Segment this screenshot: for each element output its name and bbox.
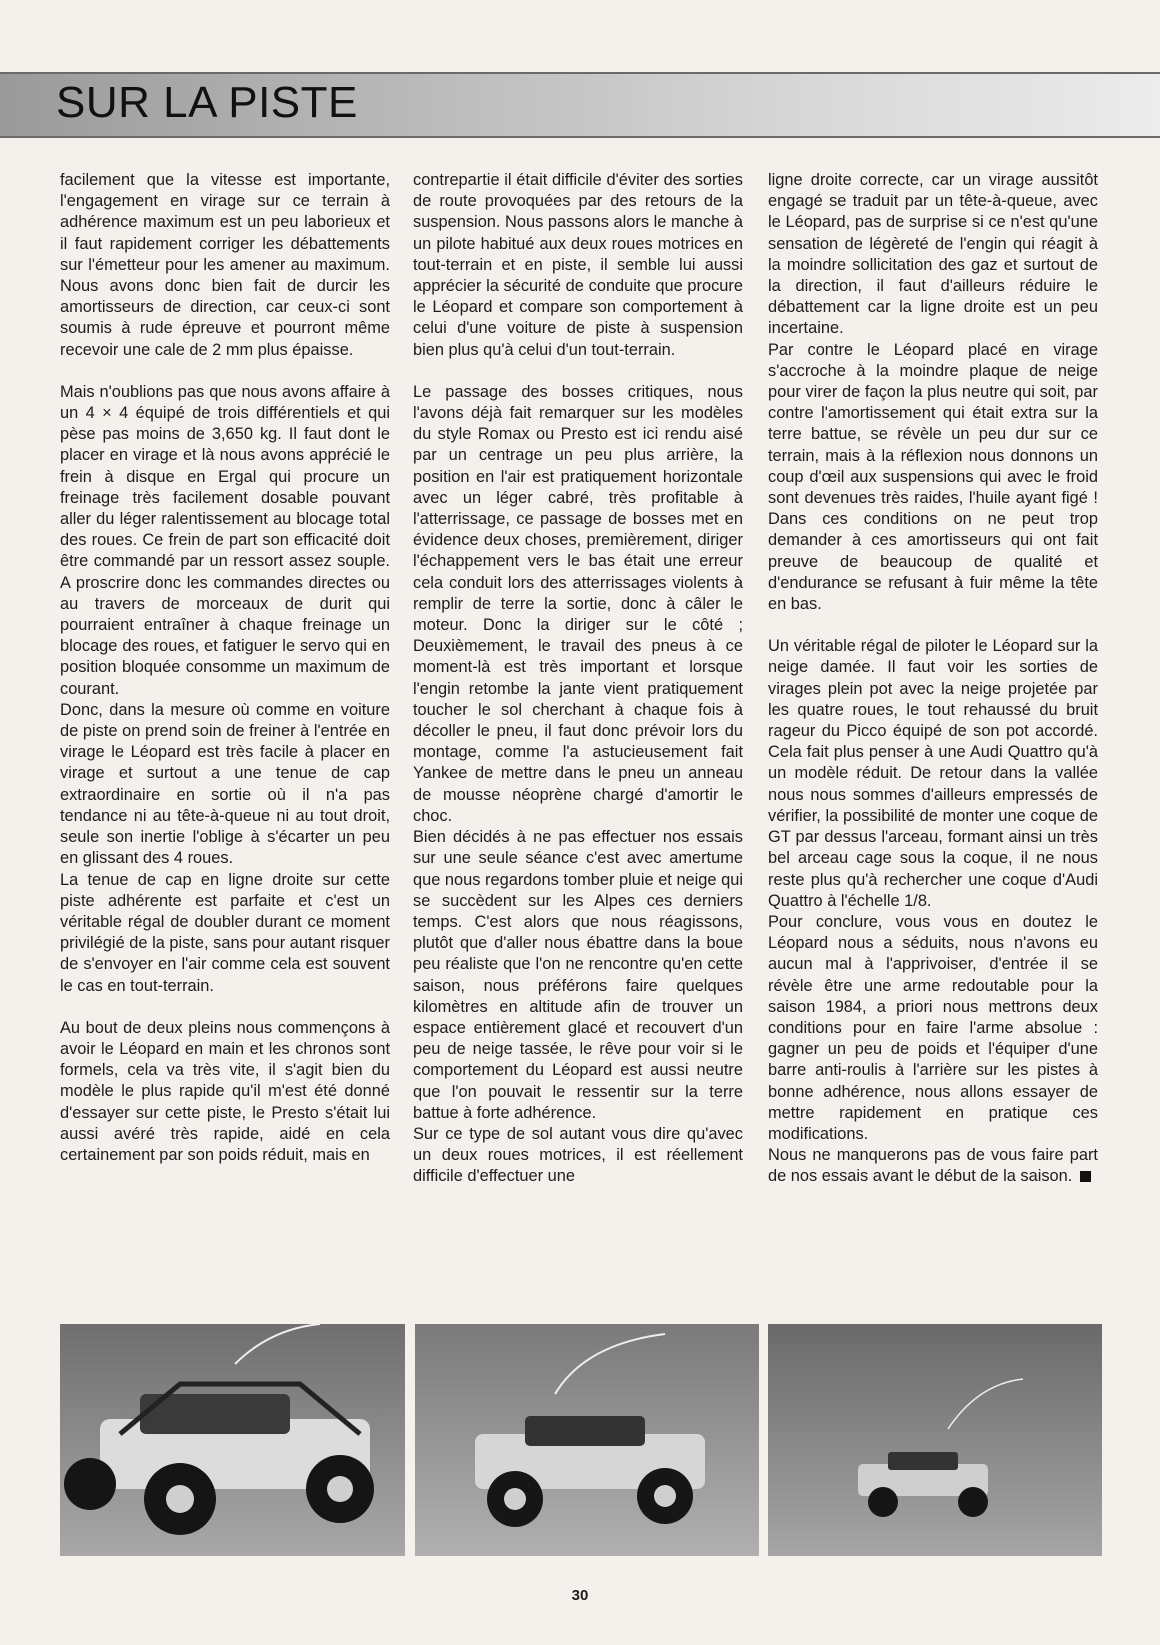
- paragraph-text: Nous ne manquerons pas de vous faire part de nos essais avant le début de la saison.: [768, 1146, 1098, 1186]
- page-number: 30: [571, 1587, 589, 1604]
- paragraph: Bien décidés à ne pas effectuer nos essais sur une seule séance c'est avec amertume que nous regardons tomber pluie et neige qui se succèdent sur les Alpes ces derniers temps. C'est alors que nous réagissons, plutôt que d'aller nous ébattre dans la boue peu réaliste que l'on ne rencontre qu'en cette saison, nous préférons faire quelques kilomètres en altitude afin de trouver un espace entièrement glacé et recouvert d'un peu de neige tassée, le rêve pour voir si le comportement du Léopard est aussi neutre que l'on pouvait le ressentir sur la terre battue à forte adhérence.: [413, 828, 743, 1122]
- photo-buggy-closeup: [60, 1324, 405, 1556]
- text-column-2: [413, 170, 743, 1188]
- end-of-article-mark: [1080, 1171, 1091, 1182]
- paragraph: Donc, dans la mesure où comme en voiture de piste on prend soin de freiner à l'entrée en virage le Léopard est très facile à placer en virage et surtout a une tenue de cap extraordinaire en sortie où il n'a pas tendance ni au tête-à-queue ni au tout droit, seule son inertie l'oblige à s'écarter un peu en glissant des 4 roues.: [60, 700, 390, 868]
- text-column-1: [60, 170, 390, 1166]
- paragraph: Sur ce type de sol autant vous dire qu'avec un deux roues motrices, il est réellement difficile d'effectuer une: [413, 1124, 743, 1186]
- paragraph: Un véritable régal de piloter le Léopard sur la neige damée. Il faut voir les sorties de virages plein pot avec la neige projetée par les quatre roues, le tout rehaussé du bruit rageur du Picco équipé de son pot accordé. Cela fait plus penser à une Audi Quattro qu'à un modèle réduit. De retour dans la vallée nous nous sommes d'ailleurs empressés de vérifier, la possibilité de monter une coque de GT par dessus l'arceau, formant ainsi un très bel arceau cage sous la coque, il ne nous reste plus qu'à rechercher une coque d'Audi Quattro à l'échelle 1/8.: [768, 637, 1098, 910]
- paragraph: contrepartie il était difficile d'éviter des sorties de route provoquées par des retours de la suspension. Nous passons alors le manche à un pilote habitué aux deux roues motrices en tout-terrain et en piste, il semble lui aussi apprécier la sécurité de conduite que procure le Léopard et compare son comportement à celui d'une voiture de piste à suspension bien plus qu'à celui d'un tout-terrain.: [413, 171, 743, 359]
- paragraph: Le passage des bosses critiques, nous l'avons déjà fait remarquer sur les modèles du style Romax ou Presto est ici rendu aisé par un centrage un peu plus arrière, la position en l'air est pratiquement horizontale avec un léger cabré, très profitable à l'atterrissage, ce passage de bosses met en évidence deux choses, premièrement, diriger l'échappement vers le bas était une erreur cela conduit lors des atterrissages violents à remplir de terre la sortie, donc à câler le moteur. Donc la diriger sur le côté ; Deuxièmement, le travail des pneus à ce moment-là est très important et lorsque l'engin retombe la jante vient pratiquement toucher le sol cherchant à chaque fois à décoller le pneu, il faut donc prévoir lors du montage, comme l'a astucieusement fait Yankee de mettre dans le pneu un anneau de mousse néoprène chargé d'amortir le choc.: [413, 382, 743, 825]
- text-column-3: [768, 170, 1098, 1188]
- paragraph: Pour conclure, vous vous en doutez le Léopard nous a séduits, nous n'avons eu aucun mal à l'apprivoiser, d'entrée il se révèle être une arme redoutable pour la saison 1984, a priori nous mettrons deux conditions pour en faire l'arme absolue : gagner un peu de poids et l'équiper d'une barre anti-roulis à l'arrière sur les pistes à bonne adhérence, nous allons essayer de mettre rapidement en pratique ces modifications.: [768, 912, 1098, 1143]
- paragraph: facilement que la vitesse est importante, l'engagement en virage sur ce terrain à adhérence maximum est un peu laborieux et il faut rapidement corriger les débattements sur l'émetteur pour les amener au maximum. Nous avons donc bien fait de durcir les amortisseurs de direction, car ceux-ci sont soumis à rude épreuve et pourront même recevoir une cale de 2 mm plus épaisse.: [60, 171, 390, 359]
- photo-buggy-side: [415, 1324, 759, 1556]
- paragraph: [768, 1145, 1098, 1187]
- photo-buggy-distant: [768, 1324, 1102, 1556]
- page-title: SUR LA PISTE: [56, 78, 358, 127]
- paragraph: Au bout de deux pleins nous commençons à avoir le Léopard en main et les chronos sont formels, cela va très vite, il s'agit bien du modèle le plus rapide qu'il m'est été donné d'essayer sur cette piste, le Presto s'était lui aussi avéré très rapide, aidé en cela certainement par son poids réduit, mais en: [60, 1018, 390, 1164]
- paragraph: ligne droite correcte, car un virage aussitôt engagé se traduit par un tête-à-queue, avec le Léopard, pas de surprise si ce n'est qu'une sensation de légèreté de l'engin qui réagit à la moindre sollicitation des gaz et surtout de la direction, il faut d'ailleurs réduire le débattement car la ligne droite est un peu incertaine.: [768, 171, 1098, 338]
- paragraph: Mais n'oublions pas que nous avons affaire à un 4 × 4 équipé de trois différentiels et qui pèse pas moins de 3,650 kg. Il faut dont le placer en virage et là nous avons apprécié le frein à disque en Ergal qui procure un freinage très facilement dosable pouvant aller du léger ralentissement au blocage total des roues. Ce frein de part son efficacité doit être commandé par un ressort assez souple. A proscrire donc les commandes directes ou au travers de morceaux de durit qui pourraient entraîner à chaque freinage un blocage des roues, et fatiguer le servo qui en position bloquée consomme un maximum de courant.: [60, 382, 390, 698]
- paragraph: Par contre le Léopard placé en virage s'accroche à la moindre plaque de neige pour virer de façon la plus neutre qui soit, par contre l'amortissement qui était extra sur la terre battue, se révèle un peu dur sur ce terrain, mais à la réflexion nous donnons un coup d'œil aux suspensions qui avec le froid sont devenues très raides, l'huile ayant figé ! Dans ces conditions on ne peut trop demander à ces amortisseurs qui ont fait preuve de beaucoup de qualité et d'endurance se refusant à fuir même la tête en bas.: [768, 340, 1098, 614]
- paragraph: La tenue de cap en ligne droite sur cette piste adhérente est parfaite et c'est un véritable régal de doubler durant ce moment privilégié de la piste, sans pour autant risquer de s'envoyer en l'air comme cela est souvent le cas en tout-terrain.: [60, 870, 390, 995]
